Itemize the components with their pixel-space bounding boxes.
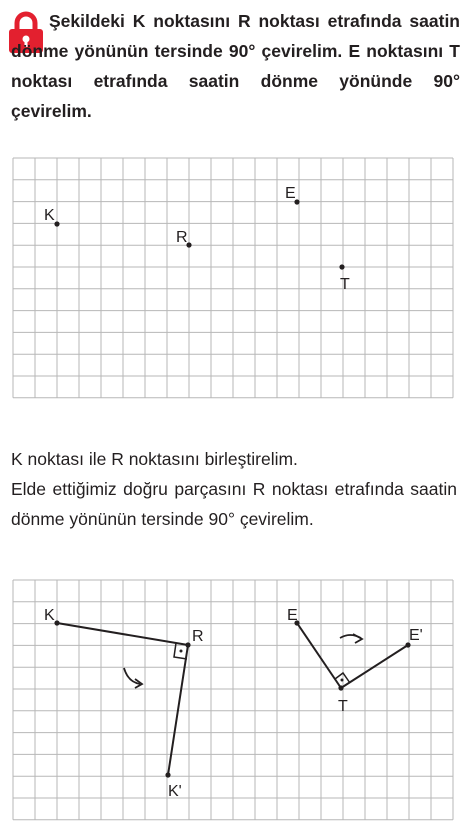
point-t2-label: T: [338, 698, 348, 715]
point-k-prime: [165, 772, 170, 777]
segment-et: [297, 623, 341, 688]
segment-rk-prime: [168, 645, 188, 775]
point-r-label: R: [176, 229, 188, 246]
point-e: [285, 185, 300, 205]
point-k2-label: K: [44, 607, 55, 624]
intro-paragraph: Şekildeki K noktasını R noktası etrafında saatin dönme yönünün tersinde 90° çevirelim. E noktasını T noktası etrafında saatin dönme yönünde 90° çevirelim.: [11, 11, 460, 121]
point-k2: [54, 620, 59, 625]
point-t2: [338, 685, 343, 690]
grid-2: [13, 580, 453, 820]
point-t: [339, 264, 350, 293]
explanation-line-1: K noktası ile R noktasını birleştirelim.: [11, 449, 298, 469]
point-k-label: K: [44, 207, 55, 224]
point-e2-label: E: [287, 607, 298, 624]
point-r2: [185, 642, 190, 647]
figure-2-rotation-k: [44, 607, 204, 800]
segment-te-prime: [341, 645, 408, 688]
explanation-line-2: Elde ettiğimiz doğru parçasını R noktası etrafında saatin dönme yönünün tersinde 90° çevirelim.: [11, 479, 457, 529]
grid-1: [13, 158, 453, 398]
point-t-label: T: [340, 276, 350, 293]
point-e-label: E: [285, 185, 296, 202]
point-k-prime-label: K': [168, 783, 182, 800]
point-e-prime-label: E': [409, 627, 423, 644]
point-r2-label: R: [192, 628, 204, 645]
